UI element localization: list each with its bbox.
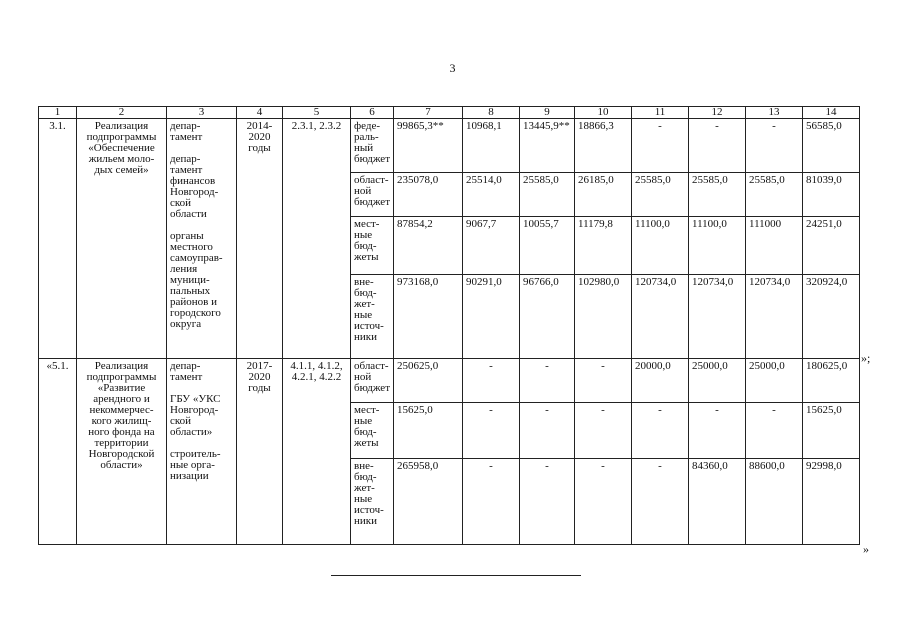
amount-cell: - — [575, 359, 632, 403]
amount-cell: 25000,0 — [746, 359, 803, 403]
header-cell: 11 — [632, 107, 689, 119]
funding-source: мест- ные бюд- жеты — [351, 403, 394, 459]
amount-cell: 120734,0 — [632, 275, 689, 359]
header-row — [39, 107, 860, 119]
executor: депар- тамент ГБУ «УКС Новгород- ской области» строитель- ные орга- низации — [167, 359, 237, 545]
amount-cell: 15625,0 — [394, 403, 463, 459]
header-cell: 4 — [237, 107, 283, 119]
header-cell: 13 — [746, 107, 803, 119]
row1-closing-mark: »; — [861, 351, 871, 365]
item-name: Реализация подпрограммы «Обеспечение жильем моло- дых семей» — [77, 119, 167, 359]
amount-cell: 99865,3** — [394, 119, 463, 173]
header-cell: 8 — [463, 107, 520, 119]
amount-cell: 265958,0 — [394, 459, 463, 545]
amount-cell: - — [520, 403, 575, 459]
header-cell: 3 — [167, 107, 237, 119]
header-cell: 10 — [575, 107, 632, 119]
amount-cell: 235078,0 — [394, 173, 463, 217]
amount-cell: - — [463, 459, 520, 545]
amount-cell: - — [520, 359, 575, 403]
amount-cell: 11100,0 — [689, 217, 746, 275]
amount-cell: 10055,7 — [520, 217, 575, 275]
amount-cell: 24251,0 — [803, 217, 860, 275]
amount-cell: 25585,0 — [689, 173, 746, 217]
amount-cell: 13445,9** — [520, 119, 575, 173]
amount-cell: 25585,0 — [632, 173, 689, 217]
amount-cell: - — [632, 119, 689, 173]
amount-cell: 180625,0 — [803, 359, 860, 403]
amount-cell: 84360,0 — [689, 459, 746, 545]
table-row — [39, 119, 860, 173]
header-cell: 1 — [39, 107, 77, 119]
amount-cell: - — [575, 403, 632, 459]
header-cell: 12 — [689, 107, 746, 119]
amount-cell: 56585,0 — [803, 119, 860, 173]
funding-source: вне- бюд- жет- ные источ- ники — [351, 275, 394, 359]
funding-source: мест- ные бюд- жеты — [351, 217, 394, 275]
amount-cell: - — [746, 119, 803, 173]
amount-cell: 15625,0 — [803, 403, 860, 459]
item-name: Реализация подпрограммы «Развитие арендного и некоммерчес- кого жилищ- ного фонда на территории Новгородской области» — [77, 359, 167, 545]
amount-cell: 250625,0 — [394, 359, 463, 403]
end-rule — [331, 575, 581, 576]
funding-source: област- ной бюджет — [351, 173, 394, 217]
amount-cell: 25000,0 — [689, 359, 746, 403]
header-cell: 14 — [803, 107, 860, 119]
amount-cell: 96766,0 — [520, 275, 575, 359]
amount-cell: 120734,0 — [689, 275, 746, 359]
amount-cell: - — [463, 403, 520, 459]
amount-cell: 120734,0 — [746, 275, 803, 359]
amount-cell: 18866,3 — [575, 119, 632, 173]
amount-cell: 973168,0 — [394, 275, 463, 359]
page-number: 3 — [449, 61, 456, 75]
funding-source: област- ной бюджет — [351, 359, 394, 403]
header-cell: 2 — [77, 107, 167, 119]
period: 2017- 2020 годы — [237, 359, 283, 545]
executor: депар- тамент депар- тамент финансов Новгород- ской области органы местного самоуправ- ления муници- пальных районов и городского округа — [167, 119, 237, 359]
target-indicators: 4.1.1, 4.1.2, 4.2.1, 4.2.2 — [283, 359, 351, 545]
funding-source: вне- бюд- жет- ные источ- ники — [351, 459, 394, 545]
header-cell: 7 — [394, 107, 463, 119]
amount-cell: - — [520, 459, 575, 545]
amount-cell: 320924,0 — [803, 275, 860, 359]
budget-table — [38, 106, 860, 545]
item-number: 3.1. — [39, 119, 77, 359]
row2-closing-mark: » — [863, 542, 869, 556]
item-number: «5.1. — [39, 359, 77, 545]
amount-cell: 20000,0 — [632, 359, 689, 403]
header-cell: 6 — [351, 107, 394, 119]
period: 2014- 2020 годы — [237, 119, 283, 359]
header-cell: 5 — [283, 107, 351, 119]
amount-cell: 25585,0 — [746, 173, 803, 217]
amount-cell: - — [689, 403, 746, 459]
header-cell: 9 — [520, 107, 575, 119]
amount-cell: 11179,8 — [575, 217, 632, 275]
amount-cell: 87854,2 — [394, 217, 463, 275]
amount-cell: 90291,0 — [463, 275, 520, 359]
funding-source: феде- раль- ный бюджет — [351, 119, 394, 173]
amount-cell: - — [463, 359, 520, 403]
amount-cell: 25514,0 — [463, 173, 520, 217]
amount-cell: 92998,0 — [803, 459, 860, 545]
amount-cell: - — [575, 459, 632, 545]
amount-cell: 10968,1 — [463, 119, 520, 173]
table-row — [39, 359, 860, 403]
amount-cell: 26185,0 — [575, 173, 632, 217]
amount-cell: 102980,0 — [575, 275, 632, 359]
amount-cell: - — [632, 403, 689, 459]
amount-cell: 111000 — [746, 217, 803, 275]
amount-cell: - — [632, 459, 689, 545]
amount-cell: 25585,0 — [520, 173, 575, 217]
amount-cell: 9067,7 — [463, 217, 520, 275]
amount-cell: 81039,0 — [803, 173, 860, 217]
amount-cell: 11100,0 — [632, 217, 689, 275]
amount-cell: - — [689, 119, 746, 173]
amount-cell: 88600,0 — [746, 459, 803, 545]
amount-cell: - — [746, 403, 803, 459]
target-indicators: 2.3.1, 2.3.2 — [283, 119, 351, 359]
